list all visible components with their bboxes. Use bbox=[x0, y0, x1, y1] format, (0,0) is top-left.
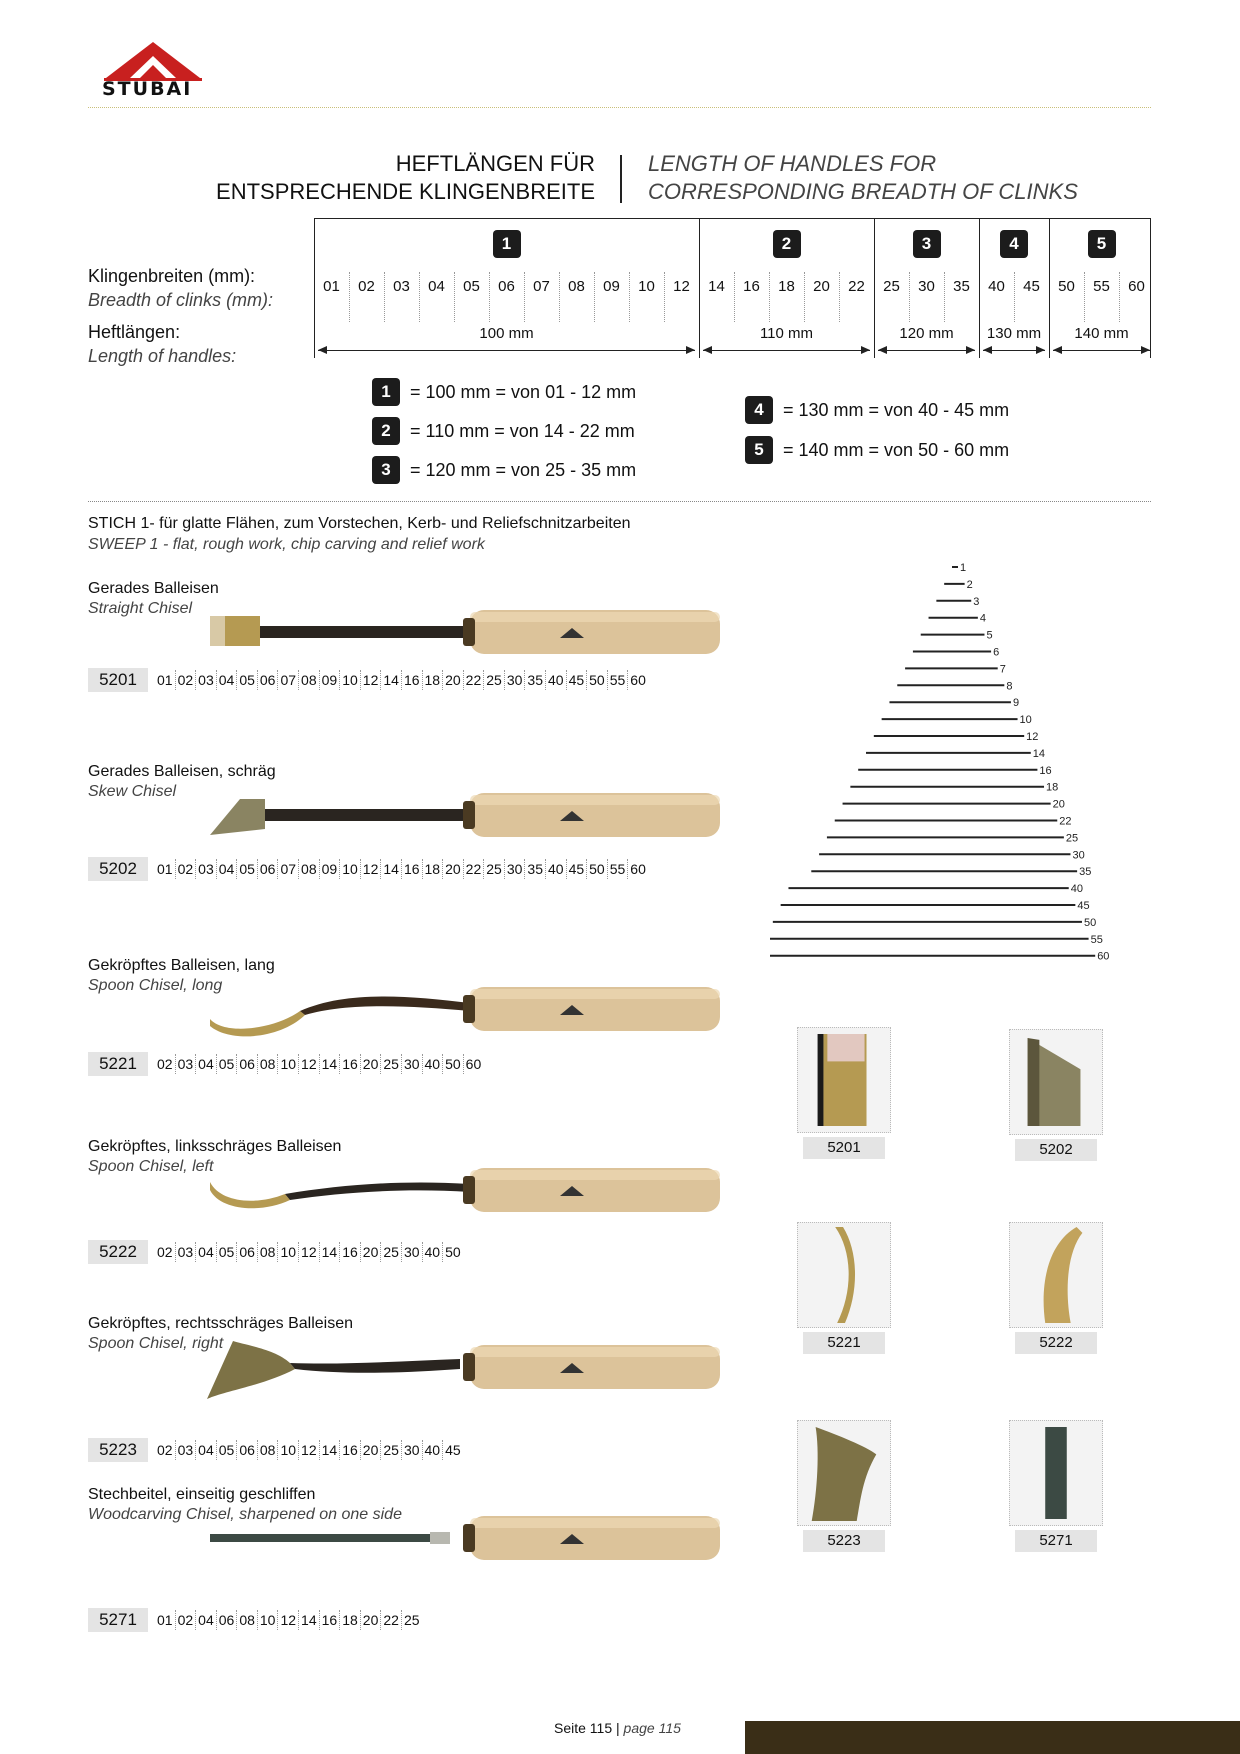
logo-wordmark: STUBAI bbox=[102, 78, 193, 100]
blade-width-cell: 20 bbox=[813, 278, 830, 295]
product-code: 5223 bbox=[88, 1438, 148, 1462]
length-label-en: Length of handles: bbox=[88, 346, 237, 366]
handle-length-label: 110 mm bbox=[759, 325, 814, 342]
size-value: 20 bbox=[361, 1054, 382, 1074]
size-value: 16 bbox=[340, 1440, 361, 1460]
scale-label: 45 bbox=[1077, 900, 1090, 912]
product-code: 5271 bbox=[88, 1608, 148, 1632]
size-value: 12 bbox=[299, 1440, 320, 1460]
length-label-de: Heftlängen: bbox=[88, 322, 181, 342]
size-value: 08 bbox=[299, 670, 320, 690]
scale-label: 1 bbox=[960, 562, 967, 574]
size-value: 12 bbox=[299, 1054, 320, 1074]
scale-label: 2 bbox=[966, 578, 973, 591]
blade-width-cell: 12 bbox=[673, 278, 690, 295]
product-name-de: Gekröpftes, rechtsschräges Balleisen bbox=[88, 1315, 354, 1332]
size-value: 60 bbox=[465, 1056, 482, 1072]
cell-divider bbox=[804, 272, 805, 322]
cell-divider bbox=[944, 272, 945, 322]
size-value: 04 bbox=[196, 1054, 217, 1074]
product-name-de: Gekröpftes, linksschräges Balleisen bbox=[88, 1138, 342, 1155]
size-value: 14 bbox=[320, 1054, 341, 1074]
cell-divider bbox=[664, 272, 665, 322]
blade-width-cell: 25 bbox=[883, 278, 900, 295]
size-value: 01 bbox=[155, 1610, 176, 1630]
blade-width-cell: 55 bbox=[1093, 278, 1110, 295]
chisel-image bbox=[205, 981, 725, 1051]
blade-width-cell: 30 bbox=[918, 278, 935, 295]
scale-label: 9 bbox=[1012, 697, 1020, 710]
breadth-label-en: Breadth of clinks (mm): bbox=[88, 290, 274, 310]
size-value: 30 bbox=[505, 670, 526, 690]
size-value: 40 bbox=[546, 670, 567, 690]
size-value: 08 bbox=[258, 1440, 279, 1460]
available-sizes bbox=[155, 1438, 463, 1462]
legend-text: = 110 mm = von 14 - 22 mm bbox=[410, 420, 635, 441]
dimension-arrow bbox=[1053, 350, 1150, 351]
blade-thumbnail bbox=[1009, 1222, 1103, 1328]
blade-width-cell: 45 bbox=[1023, 278, 1040, 295]
blade-width-cell: 50 bbox=[1058, 278, 1075, 295]
dimension-arrow bbox=[878, 350, 975, 351]
blade-thumbnail bbox=[797, 1420, 891, 1526]
product-name-en: Skew Chisel bbox=[88, 783, 177, 800]
blade-width-cell: 40 bbox=[988, 278, 1005, 295]
thumbnail-code: 5223 bbox=[803, 1530, 885, 1552]
title-separator bbox=[620, 155, 622, 203]
chisel-image bbox=[205, 1339, 725, 1409]
size-value: 20 bbox=[361, 1610, 382, 1630]
group-badge: 5 bbox=[1088, 230, 1116, 258]
size-value: 01 bbox=[155, 859, 176, 879]
chisel-image bbox=[205, 1510, 725, 1580]
size-value: 10 bbox=[258, 1610, 279, 1630]
cell-divider bbox=[384, 272, 385, 322]
breadth-label-de: Klingenbreiten (mm): bbox=[88, 266, 256, 286]
scale-label: 20 bbox=[1052, 798, 1065, 811]
size-value: 08 bbox=[299, 859, 320, 879]
scale-label: 5 bbox=[986, 629, 993, 642]
group-badge: 2 bbox=[773, 230, 801, 258]
cell-divider bbox=[419, 272, 420, 322]
size-value: 55 bbox=[608, 859, 629, 879]
title-english: LENGTH OF HANDLES FOR CORRESPONDING BREADTH OF CLINKS bbox=[648, 151, 1078, 204]
blade-closeup-image bbox=[798, 1223, 890, 1327]
size-value: 20 bbox=[443, 670, 464, 690]
size-value: 40 bbox=[423, 1242, 444, 1262]
legend-item-5 bbox=[745, 436, 1009, 464]
size-value: 25 bbox=[484, 859, 505, 879]
scale-label: 4 bbox=[979, 612, 986, 625]
size-value: 03 bbox=[176, 1440, 197, 1460]
dimension-arrow bbox=[983, 350, 1045, 351]
size-value: 06 bbox=[217, 1610, 238, 1630]
blade-closeup-image bbox=[1010, 1421, 1102, 1525]
product-name-en: Spoon Chisel, right bbox=[88, 1335, 224, 1352]
available-sizes bbox=[155, 1240, 463, 1264]
legend-item-3 bbox=[372, 456, 636, 484]
size-value: 04 bbox=[217, 859, 238, 879]
scale-label: 50 bbox=[1083, 916, 1097, 929]
dimension-arrow bbox=[703, 350, 870, 351]
scale-label: 18 bbox=[1046, 781, 1059, 794]
size-value: 25 bbox=[381, 1440, 402, 1460]
product-code: 5202 bbox=[88, 857, 148, 881]
size-value: 04 bbox=[196, 1242, 217, 1262]
scale-label: 25 bbox=[1065, 832, 1079, 845]
size-value: 02 bbox=[155, 1242, 176, 1262]
group-badge: 2 bbox=[372, 417, 400, 445]
blade-width-cell: 35 bbox=[953, 278, 970, 295]
cell-divider bbox=[489, 272, 490, 322]
size-value: 55 bbox=[608, 670, 629, 690]
size-value: 06 bbox=[258, 859, 279, 879]
size-value: 07 bbox=[278, 859, 299, 879]
cell-divider bbox=[559, 272, 560, 322]
size-value: 40 bbox=[423, 1440, 444, 1460]
blade-closeup-image bbox=[798, 1421, 890, 1525]
size-value: 03 bbox=[176, 1054, 197, 1074]
blade-width-cell: 10 bbox=[638, 278, 655, 295]
size-value: 03 bbox=[196, 670, 217, 690]
scale-label: 12 bbox=[1026, 731, 1039, 743]
page-number: Seite 115 | page 115 bbox=[554, 1720, 681, 1736]
product-name-de: Stechbeitel, einseitig geschliffen bbox=[88, 1486, 316, 1503]
blade-width-cell: 06 bbox=[498, 278, 515, 295]
size-value: 06 bbox=[237, 1054, 258, 1074]
blade-width-scale bbox=[770, 555, 1150, 965]
size-value: 12 bbox=[299, 1242, 320, 1262]
handle-length-label: 120 mm bbox=[899, 325, 954, 342]
size-value: 05 bbox=[237, 859, 258, 879]
available-sizes bbox=[155, 857, 648, 881]
product-name-de: Gerades Balleisen, schräg bbox=[88, 763, 276, 780]
legend-item-4 bbox=[745, 396, 1009, 424]
product-name-en: Spoon Chisel, left bbox=[88, 1158, 214, 1175]
scale-label: 14 bbox=[1032, 747, 1046, 760]
size-value: 18 bbox=[340, 1610, 361, 1630]
size-value: 25 bbox=[381, 1242, 402, 1262]
product-name-en: Straight Chisel bbox=[88, 600, 193, 617]
size-value: 06 bbox=[237, 1440, 258, 1460]
header-divider bbox=[88, 107, 1151, 108]
size-value: 30 bbox=[402, 1440, 423, 1460]
size-value: 16 bbox=[402, 670, 423, 690]
scale-label: 10 bbox=[1019, 714, 1032, 727]
size-value: 10 bbox=[340, 859, 361, 879]
size-value: 45 bbox=[567, 859, 588, 879]
legend-text: = 100 mm = von 01 - 12 mm bbox=[410, 381, 637, 402]
cell-divider bbox=[524, 272, 525, 322]
size-value: 30 bbox=[505, 859, 526, 879]
size-value: 05 bbox=[217, 1440, 238, 1460]
thumbnail-code: 5222 bbox=[1015, 1332, 1097, 1354]
size-value: 01 bbox=[155, 670, 176, 690]
size-value: 03 bbox=[176, 1242, 197, 1262]
size-value: 05 bbox=[217, 1054, 238, 1074]
size-value: 50 bbox=[443, 1054, 464, 1074]
size-value: 09 bbox=[320, 670, 341, 690]
thumbnail-code: 5271 bbox=[1015, 1530, 1097, 1552]
blade-width-cell: 14 bbox=[708, 278, 725, 295]
size-value: 03 bbox=[196, 859, 217, 879]
available-sizes bbox=[155, 1052, 483, 1076]
blade-width-cell: 07 bbox=[533, 278, 550, 295]
size-value: 60 bbox=[630, 672, 646, 688]
scale-label: 16 bbox=[1039, 764, 1052, 777]
scale-label: 8 bbox=[1006, 680, 1013, 693]
cell-divider bbox=[1084, 272, 1085, 322]
size-value: 16 bbox=[340, 1242, 361, 1262]
scale-label: 40 bbox=[1070, 883, 1083, 896]
size-value: 60 bbox=[630, 861, 646, 877]
size-value: 10 bbox=[340, 670, 361, 690]
size-value: 22 bbox=[381, 1610, 402, 1630]
size-value: 02 bbox=[155, 1440, 176, 1460]
cell-divider bbox=[734, 272, 735, 322]
group-badge: 5 bbox=[745, 436, 773, 464]
size-value: 05 bbox=[217, 1242, 238, 1262]
size-value: 50 bbox=[587, 670, 608, 690]
product-code: 5201 bbox=[88, 668, 148, 692]
size-value: 18 bbox=[423, 859, 444, 879]
product-name-en: Spoon Chisel, long bbox=[88, 977, 223, 994]
size-value: 10 bbox=[278, 1242, 299, 1262]
chisel-image bbox=[205, 604, 725, 674]
size-value: 30 bbox=[402, 1054, 423, 1074]
size-value: 12 bbox=[361, 859, 382, 879]
cell-divider bbox=[454, 272, 455, 322]
blade-width-cell: 18 bbox=[778, 278, 795, 295]
group-badge: 4 bbox=[745, 396, 773, 424]
size-value: 09 bbox=[320, 859, 341, 879]
size-value: 50 bbox=[587, 859, 608, 879]
blade-width-cell: 05 bbox=[463, 278, 480, 295]
cell-divider bbox=[1119, 272, 1120, 322]
size-value: 20 bbox=[361, 1440, 382, 1460]
group-badge: 1 bbox=[372, 378, 400, 406]
scale-label: 3 bbox=[973, 595, 980, 608]
section-divider bbox=[88, 501, 1151, 502]
legend-text: = 140 mm = von 50 - 60 mm bbox=[783, 439, 1010, 460]
size-value: 12 bbox=[278, 1610, 299, 1630]
handle-length-label: 130 mm bbox=[986, 325, 1042, 342]
product-code: 5221 bbox=[88, 1052, 148, 1076]
size-value: 16 bbox=[402, 859, 423, 879]
blade-width-cell: 16 bbox=[743, 278, 760, 295]
size-value: 08 bbox=[258, 1054, 279, 1074]
size-value: 08 bbox=[258, 1242, 279, 1262]
blade-width-cell: 03 bbox=[393, 278, 410, 295]
scale-label: 60 bbox=[1097, 950, 1110, 963]
cell-divider bbox=[909, 272, 910, 322]
size-value: 14 bbox=[381, 859, 402, 879]
size-value: 25 bbox=[381, 1054, 402, 1074]
blade-width-cell: 09 bbox=[603, 278, 620, 295]
size-value: 14 bbox=[320, 1242, 341, 1262]
blade-width-cell: 22 bbox=[848, 278, 865, 295]
title-german: HEFTLÄNGEN FÜR ENTSPRECHENDE KLINGENBREITE bbox=[216, 151, 595, 204]
size-value: 04 bbox=[217, 670, 238, 690]
cell-divider bbox=[349, 272, 350, 322]
size-value: 04 bbox=[196, 1610, 217, 1630]
dimension-arrow bbox=[318, 350, 695, 351]
cell-divider bbox=[629, 272, 630, 322]
blade-width-cell: 04 bbox=[428, 278, 445, 295]
size-value: 25 bbox=[484, 670, 505, 690]
blade-width-cell: 02 bbox=[358, 278, 375, 295]
scale-label: 22 bbox=[1059, 815, 1072, 828]
blade-closeup-image bbox=[1010, 1223, 1102, 1327]
blade-width-cell: 01 bbox=[323, 278, 340, 295]
scale-label: 7 bbox=[999, 663, 1006, 676]
size-value: 07 bbox=[278, 670, 299, 690]
product-name-en: Woodcarving Chisel, sharpened on one side bbox=[88, 1506, 402, 1523]
scale-label: 35 bbox=[1079, 866, 1092, 879]
group-badge: 4 bbox=[1000, 230, 1028, 258]
size-value: 02 bbox=[176, 670, 197, 690]
blade-width-cell: 08 bbox=[568, 278, 585, 295]
size-value: 14 bbox=[381, 670, 402, 690]
handle-length-label: 100 mm bbox=[479, 325, 534, 342]
size-value: 22 bbox=[464, 670, 485, 690]
size-value: 35 bbox=[525, 670, 546, 690]
product-name-de: Gekröpftes Balleisen, lang bbox=[88, 957, 275, 974]
cell-divider bbox=[594, 272, 595, 322]
blade-thumbnail bbox=[1009, 1029, 1103, 1135]
chisel-image bbox=[205, 787, 725, 857]
available-sizes bbox=[155, 1608, 422, 1632]
thumbnail-code: 5201 bbox=[803, 1137, 885, 1159]
size-value: 08 bbox=[237, 1610, 258, 1630]
sweep-heading-en: SWEEP 1 - flat, rough work, chip carving and relief work bbox=[88, 536, 485, 553]
blade-closeup-image bbox=[1010, 1030, 1102, 1134]
size-value: 18 bbox=[423, 670, 444, 690]
size-value: 45 bbox=[567, 670, 588, 690]
size-value: 06 bbox=[258, 670, 279, 690]
product-name-de: Gerades Balleisen bbox=[88, 580, 219, 597]
size-value: 02 bbox=[176, 859, 197, 879]
product-code: 5222 bbox=[88, 1240, 148, 1264]
size-value: 16 bbox=[320, 1610, 341, 1630]
blade-thumbnail bbox=[797, 1222, 891, 1328]
blade-closeup-image bbox=[798, 1028, 890, 1132]
size-value: 30 bbox=[402, 1242, 423, 1262]
blade-width-cell: 60 bbox=[1128, 278, 1145, 295]
legend-item-2 bbox=[372, 417, 635, 445]
cell-divider bbox=[839, 272, 840, 322]
size-value: 20 bbox=[361, 1242, 382, 1262]
size-value: 10 bbox=[278, 1440, 299, 1460]
blade-thumbnail bbox=[1009, 1420, 1103, 1526]
size-value: 35 bbox=[525, 859, 546, 879]
size-value: 45 bbox=[445, 1442, 461, 1458]
legend-item-1 bbox=[372, 378, 636, 406]
cell-divider bbox=[769, 272, 770, 322]
blade-thumbnail bbox=[797, 1027, 891, 1133]
thumbnail-code: 5202 bbox=[1015, 1139, 1097, 1161]
legend-text: = 130 mm = von 40 - 45 mm bbox=[783, 399, 1010, 420]
cell-divider bbox=[1014, 272, 1015, 322]
legend-text: = 120 mm = von 25 - 35 mm bbox=[410, 459, 637, 480]
sweep-heading-de: STICH 1- für glatte Flähen, zum Vorstechen, Kerb- und Reliefschnitzarbeiten bbox=[88, 515, 631, 532]
size-value: 14 bbox=[320, 1440, 341, 1460]
size-value: 40 bbox=[546, 859, 567, 879]
size-value: 25 bbox=[403, 1612, 420, 1628]
size-value: 22 bbox=[464, 859, 485, 879]
scale-label: 30 bbox=[1072, 849, 1085, 862]
size-value: 02 bbox=[155, 1054, 176, 1074]
size-value: 40 bbox=[423, 1054, 444, 1074]
size-value: 12 bbox=[361, 670, 382, 690]
size-value: 14 bbox=[299, 1610, 320, 1630]
size-value: 04 bbox=[196, 1440, 217, 1460]
footer-bar bbox=[745, 1721, 1240, 1754]
available-sizes bbox=[155, 668, 648, 692]
scale-label: 55 bbox=[1090, 933, 1103, 946]
group-badge: 1 bbox=[493, 230, 521, 258]
size-value: 02 bbox=[176, 1610, 197, 1630]
group-badge: 3 bbox=[372, 456, 400, 484]
chisel-image bbox=[205, 1162, 725, 1232]
size-value: 06 bbox=[237, 1242, 258, 1262]
size-value: 05 bbox=[237, 670, 258, 690]
size-value: 10 bbox=[278, 1054, 299, 1074]
size-value: 50 bbox=[445, 1244, 461, 1260]
size-value: 16 bbox=[340, 1054, 361, 1074]
thumbnail-code: 5221 bbox=[803, 1332, 885, 1354]
handle-length-label: 140 mm bbox=[1074, 325, 1129, 342]
group-badge: 3 bbox=[913, 230, 941, 258]
scale-label: 6 bbox=[993, 646, 1000, 659]
size-value: 20 bbox=[443, 859, 464, 879]
